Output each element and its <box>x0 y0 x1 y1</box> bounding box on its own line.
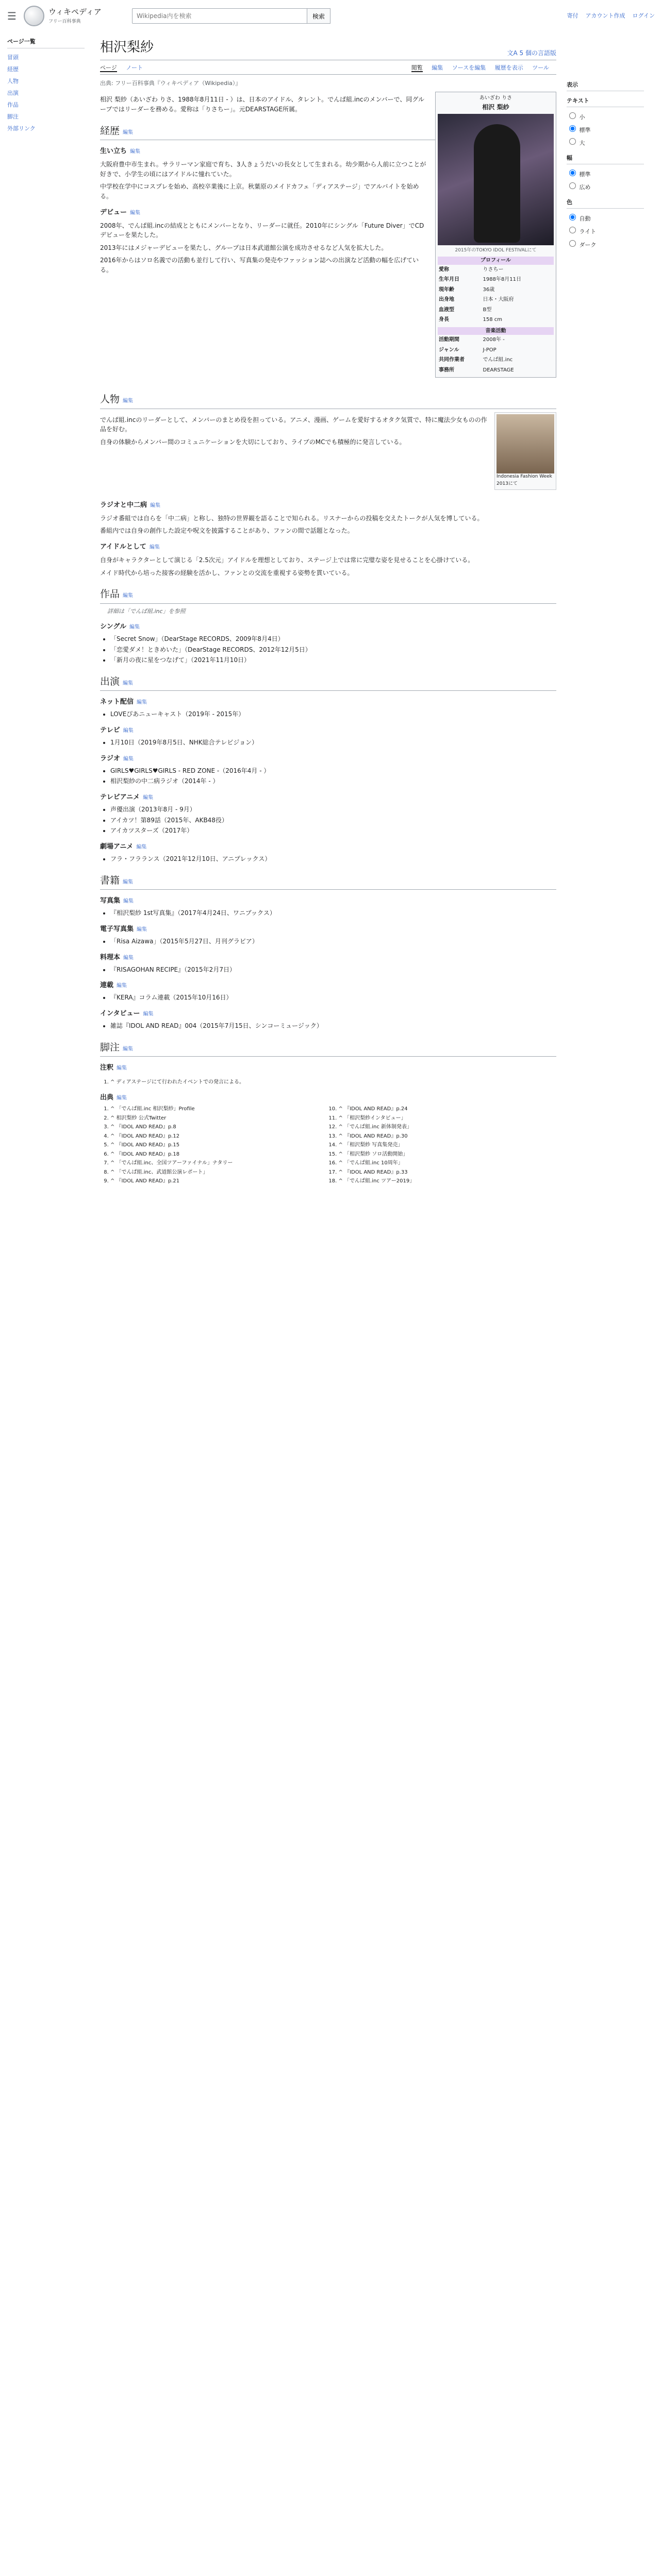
section-heading <box>100 674 556 691</box>
user-links <box>567 11 655 20</box>
subsection-title: アイドルとして <box>100 543 146 551</box>
row-key: 活動期間 <box>439 337 459 343</box>
tab-edit[interactable]: 編集 <box>432 64 443 72</box>
row-value: 36歳 <box>483 286 495 293</box>
list-item: • 『RISAGOHAN RECIPE』（2015年2月7日） <box>110 965 556 975</box>
paragraph: ラジオ番組では自らを「中二病」と称し、独特の世界観を語ることで知られる。リスナーからの投稿を交えたトークが人気を博している。 <box>100 514 484 522</box>
notes-list <box>100 1078 556 1087</box>
edit-link[interactable]: 編集 <box>117 1095 127 1101</box>
toc-title: ページ一覧 <box>7 37 85 48</box>
edit-link[interactable]: 編集 <box>117 983 127 989</box>
row-key: 共同作業者 <box>439 357 465 363</box>
row-key: 事務所 <box>439 367 454 373</box>
reference-item[interactable]: 11. ^ 「相沢梨紗インタビュー」 <box>339 1114 557 1123</box>
row-value: 2008年 - <box>483 337 505 343</box>
subsection-heading <box>100 542 556 552</box>
reference-item[interactable]: 15. ^ 「相沢梨紗 ソロ活動開始」 <box>339 1150 557 1159</box>
width-option[interactable]: 広め <box>567 180 644 193</box>
subsection-title: 生い立ち <box>100 147 127 156</box>
width-option[interactable]: 標準 <box>567 167 644 180</box>
subsection-title: 写真集 <box>100 897 121 905</box>
subsection-title: 連載 <box>100 981 114 990</box>
infobox <box>435 92 556 378</box>
paragraph: 番組内では自身の創作した設定や呪文を披露することがあり、ファンの間で話題となった。 <box>100 527 354 535</box>
edit-link[interactable]: 編集 <box>143 1011 154 1018</box>
infobox-section-profile: プロフィール <box>438 257 554 265</box>
reference-item[interactable]: 14. ^ 「相沢梨紗 写真集発売」 <box>339 1141 557 1149</box>
list-item: • 1月10日（2019年8月5日、NHK総合テレビジョン） <box>110 738 556 748</box>
paragraph: メイド時代から培った接客の経験を活かし、ファンとの交流を重視する姿勢を貫いている。 <box>100 569 354 577</box>
section-title: 作品 <box>100 588 120 600</box>
profile-table <box>438 265 554 325</box>
lead-paragraph: 相沢 梨紗（あいざわ りさ、1988年8月11日 - ）は、日本のアイドル、タレント。でんぱ組.incのメンバーで、同グループではリーダーを務める。愛称は「りさちー」。元DEARSTAGE所属。 <box>100 96 425 113</box>
row-key: 愛称 <box>439 266 449 273</box>
edit-link[interactable]: 編集 <box>149 545 160 551</box>
section-title: 出演 <box>100 675 120 687</box>
color-option[interactable]: ライト <box>567 224 644 237</box>
singles-list <box>100 634 556 665</box>
subsection-title: デビュー <box>100 208 127 216</box>
color-label: 色 <box>567 198 644 209</box>
edit-link[interactable]: 編集 <box>123 756 134 762</box>
edit-link[interactable]: 編集 <box>123 879 134 885</box>
subsection-title: 料理本 <box>100 953 121 961</box>
edit-link[interactable]: 編集 <box>150 502 161 509</box>
subsection-heading <box>100 896 556 906</box>
reference-item[interactable]: 4. ^ 『IDOL AND READ』p.12 <box>110 1132 328 1141</box>
list-item: • アイカツスターズ（2017年） <box>110 826 556 836</box>
toc-item[interactable]: 経歴 <box>7 66 19 73</box>
subsection-heading <box>100 725 556 736</box>
subsection-heading <box>100 842 556 852</box>
subsection-heading <box>100 1093 556 1103</box>
reference-item[interactable]: 9. ^ 『IDOL AND READ』p.21 <box>110 1177 328 1185</box>
create-account-link[interactable]: アカウント作成 <box>585 12 625 20</box>
reference-item[interactable]: 17. ^ 『IDOL AND READ』p.33 <box>339 1168 557 1177</box>
appearance-title: 表示 <box>567 80 644 91</box>
row-value: 158 cm <box>483 317 503 323</box>
paragraph: 2013年にはメジャーデビューを果たし、グループは日本武道館公演を成功させるなど人気を拡大した。 <box>100 244 388 251</box>
references-list <box>100 1105 556 1187</box>
subsection-title: インタビュー <box>100 1010 140 1018</box>
row-value: りさちー <box>483 266 504 273</box>
row-key: 生年月日 <box>439 277 459 283</box>
tab-page[interactable]: ページ <box>100 64 117 72</box>
section-heading <box>100 1040 556 1057</box>
infobox-kana: あいざわ りさ <box>479 95 512 101</box>
edit-link[interactable]: 編集 <box>117 1065 127 1072</box>
list-item: • GIRLS♥GIRLS♥GIRLS - RED ZONE -（2016年4月 - ） <box>110 766 556 776</box>
note-item: 1. ^ ディアステージにて行われたイベントでの発言による。 <box>110 1078 556 1087</box>
reference-item[interactable]: 1. ^ 「でんぱ組.inc 相沢梨紗」Profile <box>110 1105 328 1113</box>
section-title: 経歴 <box>100 125 120 137</box>
row-value: J-POP <box>483 347 496 353</box>
section-heading <box>100 587 556 603</box>
subsection-title: 出典 <box>100 1093 114 1101</box>
music-table <box>438 335 554 375</box>
subsection-heading <box>100 754 556 764</box>
subsection-title: 電子写真集 <box>100 925 134 933</box>
reference-item[interactable]: 7. ^ 「でんぱ組.inc、全国ツアーファイナル」ナタリー <box>110 1159 328 1167</box>
subsection-title: テレビ <box>100 726 120 734</box>
tab-read[interactable]: 閲覧 <box>411 64 423 72</box>
edit-link[interactable]: 編集 <box>123 727 134 734</box>
list-item: • 相沢梨紗の中二病ラジオ（2014年 - ） <box>110 776 556 786</box>
reference-item[interactable]: 12. ^ 「でんぱ組.inc 新体制発表」 <box>339 1123 557 1131</box>
subsection-heading <box>100 953 556 963</box>
list-item: • 声優出演（2013年8月 - 9月） <box>110 805 556 815</box>
reference-item[interactable]: 8. ^ 「でんぱ組.inc、武道館公演レポート」 <box>110 1168 328 1177</box>
donate-link[interactable]: 寄付 <box>567 12 578 20</box>
row-value: 1988年8月11日 <box>483 277 522 283</box>
list-item: • 『相沢梨紗 1st写真集』（2017年4月24日、ワニブックス） <box>110 908 556 918</box>
person-figure <box>474 124 520 243</box>
subsection-heading <box>100 1063 556 1073</box>
row-key: 血液型 <box>439 307 454 313</box>
search-button[interactable]: 検索 <box>307 8 330 24</box>
section-heading <box>100 873 556 890</box>
language-selector[interactable] <box>507 48 556 58</box>
subsection-heading <box>100 924 556 935</box>
figure-caption: Indonesia Fashion Week 2013にて <box>496 473 552 486</box>
edit-link[interactable]: 編集 <box>123 593 134 599</box>
edit-link[interactable]: 編集 <box>123 398 134 404</box>
source-line: 出典: フリー百科事典『ウィキペディア（Wikipedia）』 <box>100 80 241 87</box>
text-size-option[interactable]: 大 <box>567 135 644 148</box>
page-tabs <box>100 60 556 75</box>
subsection-title: 劇場アニメ <box>100 842 134 851</box>
subsection-title: ネット配信 <box>100 698 134 706</box>
paragraph: 2008年、でんぱ組.incの結成とともにメンバーとなり、リーダーに就任。2010年にシングル「Future Diver」でCDデビューを果たした。 <box>100 222 424 239</box>
subsection-heading <box>100 980 556 991</box>
photo-caption: 2015年のTOKYO IDOL FESTIVALにて <box>455 248 537 253</box>
site-header <box>0 0 662 32</box>
subsection-heading <box>100 697 556 707</box>
subsection-heading <box>100 622 556 632</box>
reference-item[interactable]: 18. ^ 「でんぱ組.inc ツアー2019」 <box>339 1177 557 1185</box>
edit-link[interactable]: 編集 <box>123 1046 134 1052</box>
subsection-title: 注釈 <box>100 1064 114 1072</box>
edit-link[interactable]: 編集 <box>123 129 134 135</box>
section-heading <box>100 392 556 409</box>
row-key: ジャンル <box>439 347 459 353</box>
tab-history[interactable]: 履歴を表示 <box>494 64 523 72</box>
list-item: • アイカツ！第89話（2015年、AKB48役） <box>110 816 556 825</box>
color-option[interactable]: 自動 <box>567 211 644 224</box>
site-name: ウィキペディア <box>48 7 102 17</box>
reference-item[interactable]: 13. ^ 『IDOL AND READ』p.30 <box>339 1132 557 1141</box>
paragraph: 大阪府豊中市生まれ。サラリーマン家庭で育ち、3人きょうだいの長女として生まれる。幼少期から人前に立つことが好きで、小学生の頃にはアイドルに憧れていた。 <box>100 161 426 178</box>
paragraph: 2016年からはソロ名義での活動も並行して行い、写真集の発売やファッション誌への出演など活動の幅を広げている。 <box>100 257 419 274</box>
profile-photo[interactable] <box>438 114 554 245</box>
width-label: 幅 <box>567 154 644 164</box>
login-link[interactable]: ログイン <box>632 12 655 20</box>
reference-item[interactable]: 16. ^ 「でんぱ組.inc 10周年」 <box>339 1159 557 1167</box>
menu-icon[interactable]: ☰ <box>7 9 16 22</box>
search-bar <box>132 8 330 24</box>
color-option[interactable]: ダーク <box>567 238 644 250</box>
toc-item[interactable]: 作品 <box>7 101 19 109</box>
tab-edit-source[interactable]: ソースを編集 <box>452 64 486 72</box>
edit-link[interactable]: 編集 <box>123 899 134 905</box>
edit-link[interactable]: 編集 <box>129 624 140 630</box>
row-key: 出身地 <box>439 297 454 303</box>
edit-link[interactable]: 編集 <box>137 926 147 933</box>
row-key: 現年齢 <box>439 286 454 293</box>
edit-link[interactable]: 編集 <box>130 149 141 155</box>
infobox-section-music: 音楽活動 <box>438 327 554 335</box>
list-item: • 『KERA』コラム連載（2015年10月16日） <box>110 993 556 1003</box>
list-item: • 「Secret Snow」（DearStage RECORDS、2009年8月4日） <box>110 634 556 644</box>
toc-sidebar <box>7 32 85 1189</box>
site-subtitle: フリー百科事典 <box>48 19 81 24</box>
reference-item[interactable]: 10. ^ 『IDOL AND READ』p.24 <box>339 1105 557 1113</box>
figure <box>494 412 556 490</box>
list-item: • LOVEぴあニューキャスト（2019年 - 2015年） <box>110 709 556 719</box>
subsection-title: テレビアニメ <box>100 793 140 802</box>
toc-item[interactable]: 冒頭 <box>7 54 19 61</box>
row-value: DEARSTAGE <box>483 367 514 373</box>
paragraph: 自身の体験からメンバー間のコミュニケーションを大切にしており、ライブのMCでも積極的に発言している。 <box>100 438 406 446</box>
section-title: 書籍 <box>100 874 120 886</box>
subsection-title: ラジオと中二病 <box>100 501 147 509</box>
paragraph: でんぱ組.incのリーダーとして、メンバーのまとめ役を担っている。アニメ、漫画、ゲームを愛好するオタク気質で、特に魔法少女ものの作品を好む。 <box>100 416 487 433</box>
section-title: 人物 <box>100 394 120 405</box>
subsection-heading <box>100 792 556 803</box>
list-item: • 「恋愛ダメ！ときめいた」（DearStage RECORDS、2012年12月5日） <box>110 645 556 655</box>
translate-icon: 文A <box>507 49 520 57</box>
appearance-panel <box>567 32 644 1189</box>
language-count: 5 個の言語版 <box>519 49 556 57</box>
infobox-name: 相沢 梨紗 <box>482 103 509 111</box>
list-item: • フラ・フラランス（2021年12月10日、アニプレックス） <box>110 854 556 864</box>
text-size-option[interactable]: 標準 <box>567 123 644 135</box>
toc-item[interactable]: 人物 <box>7 78 19 85</box>
reference-item[interactable]: 5. ^ 『IDOL AND READ』p.15 <box>110 1141 328 1149</box>
edit-link[interactable]: 編集 <box>123 955 134 961</box>
toc-item[interactable]: 外部リンク <box>7 125 36 132</box>
paragraph: 中学校在学中にコスプレを始め、高校卒業後に上京。秋葉原のメイドカフェ「ディアステージ」でアルバイトを始める。 <box>100 183 419 200</box>
reference-item[interactable]: 3. ^ 『IDOL AND READ』p.8 <box>110 1123 328 1131</box>
subsection-title: ラジオ <box>100 754 121 762</box>
edit-link[interactable]: 編集 <box>123 680 134 686</box>
site-logo[interactable] <box>24 6 111 26</box>
tab-talk[interactable]: ノート <box>126 64 143 72</box>
subsection-heading <box>100 500 556 511</box>
text-size-label: テキスト <box>567 96 644 107</box>
figure-image[interactable] <box>496 414 554 473</box>
row-value: B型 <box>483 307 492 313</box>
section-title: 脚注 <box>100 1041 120 1053</box>
edit-link[interactable]: 編集 <box>136 844 147 850</box>
edit-link[interactable]: 編集 <box>130 210 141 216</box>
toc-item[interactable]: 出演 <box>7 90 19 97</box>
reference-item[interactable]: 2. ^ 相沢梨紗 公式Twitter <box>110 1114 328 1123</box>
wikipedia-globe-icon <box>24 6 44 26</box>
list-item: • 「新月の夜に星をつなげて」（2021年11月10日） <box>110 655 556 665</box>
list-item: • 雑誌『IDOL AND READ』004（2015年7月15日、シンコーミュージック） <box>110 1021 556 1031</box>
row-key: 身長 <box>439 317 449 323</box>
edit-link[interactable]: 編集 <box>137 700 147 706</box>
paragraph: 自身がキャラクターとして演じる「2.5次元」アイドルを理想としており、ステージ上では常に完璧な姿を見せることを心掛けている。 <box>100 556 474 564</box>
list-item: • 「Risa Aizawa」（2015年5月27日、月刊グラビア） <box>110 937 556 946</box>
reference-item[interactable]: 6. ^ 『IDOL AND READ』p.18 <box>110 1150 328 1159</box>
row-value: 日本・大阪府 <box>483 297 514 303</box>
edit-link[interactable]: 編集 <box>143 795 154 801</box>
text-size-option[interactable]: 小 <box>567 110 644 123</box>
subsection-title: シングル <box>100 622 127 631</box>
page-title: 相沢梨紗 <box>100 40 154 55</box>
main-article-note: 詳細は「でんぱ組.inc」を参照 <box>107 607 186 615</box>
article-content <box>100 32 556 1189</box>
search-input[interactable] <box>132 8 307 24</box>
subsection-heading <box>100 1009 556 1019</box>
row-value: でんぱ組.inc <box>483 357 513 363</box>
tab-tools[interactable]: ツール <box>532 64 549 72</box>
toc-item[interactable]: 脚注 <box>7 113 19 121</box>
